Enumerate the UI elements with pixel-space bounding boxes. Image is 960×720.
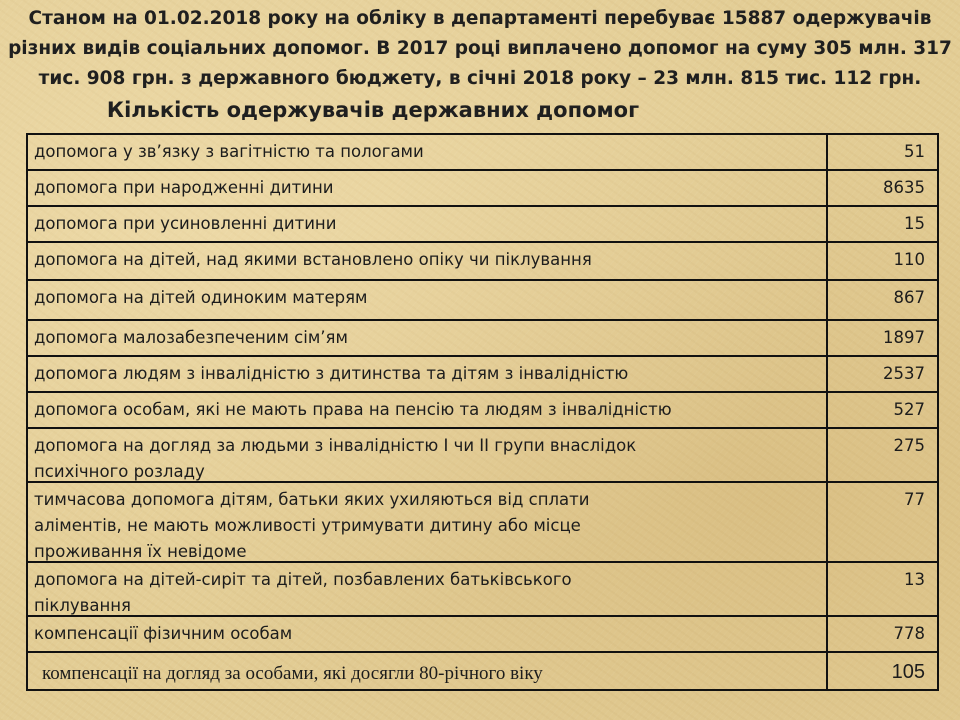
intro-line: різних видів соціальних допомог. В 2017 році виплачено допомог на суму 305 млн. 317	[8, 38, 952, 59]
intro-line: Станом на 01.02.2018 року на обліку в департаменті перебуває 15887 одержувачів	[28, 8, 932, 29]
table-row	[28, 429, 937, 483]
benefit-name: допомога при народженні дитини	[28, 171, 828, 205]
benefit-name: компенсації фізичним особам	[28, 617, 828, 651]
recipient-count: 13	[904, 570, 925, 589]
table-row	[28, 321, 937, 357]
benefit-name: допомога у зв’язку з вагітністю та пологами	[28, 135, 828, 169]
benefit-name: допомога при усиновленні дитини	[28, 207, 828, 241]
recipient-count: 2537	[883, 364, 925, 383]
table-row	[28, 617, 937, 653]
table-row	[28, 281, 937, 321]
benefit-name: допомога людям з інвалідністю з дитинства та дітям з інвалідністю	[28, 357, 828, 391]
table-title: Кількість одержувачів державних допомог	[106, 98, 640, 122]
table-row	[28, 653, 937, 689]
table-row	[28, 207, 937, 243]
recipient-count: 51	[904, 142, 925, 161]
table-row	[28, 171, 937, 207]
recipient-count: 1897	[883, 328, 925, 347]
benefit-name: допомога особам, які не мають права на пенсію та людям з інвалідністю	[28, 393, 828, 427]
recipient-count: 105	[891, 661, 925, 683]
recipient-count: 527	[893, 400, 925, 419]
recipient-count: 110	[893, 250, 925, 269]
table-row	[28, 243, 937, 281]
table-row	[28, 357, 937, 393]
recipient-count: 8635	[883, 178, 925, 197]
recipients-table	[26, 133, 939, 691]
benefit-name: допомога малозабезпеченим сім’ям	[28, 321, 828, 355]
benefit-name: допомога на дітей-сиріт та дітей, позбавлених батьківського піклування	[28, 563, 828, 615]
table-row	[28, 483, 937, 563]
intro-line: тис. 908 грн. з державного бюджету, в січні 2018 року – 23 млн. 815 тис. 112 грн.	[38, 68, 922, 89]
intro-paragraph	[8, 4, 952, 94]
table-row	[28, 563, 937, 617]
benefit-name: тимчасова допомога дітям, батьки яких ухиляються від сплати аліментів, не мають можливості утримувати дитину або місце проживання їх невідоме	[28, 483, 828, 561]
table-row	[28, 393, 937, 429]
benefit-name: компенсації на догляд за особами, які досягли 80-річного віку	[28, 653, 828, 689]
recipient-count: 77	[904, 490, 925, 509]
recipient-count: 275	[893, 436, 925, 455]
recipient-count: 867	[893, 288, 925, 307]
table-row	[28, 135, 937, 171]
benefit-name: допомога на догляд за людьми з інвалідністю І чи ІІ групи внаслідок психічного розладу	[28, 429, 828, 481]
recipient-count: 778	[893, 624, 925, 643]
benefit-name: допомога на дітей, над якими встановлено опіку чи піклування	[28, 243, 828, 279]
recipient-count: 15	[904, 214, 925, 233]
benefit-name: допомога на дітей одиноким матерям	[28, 281, 828, 319]
